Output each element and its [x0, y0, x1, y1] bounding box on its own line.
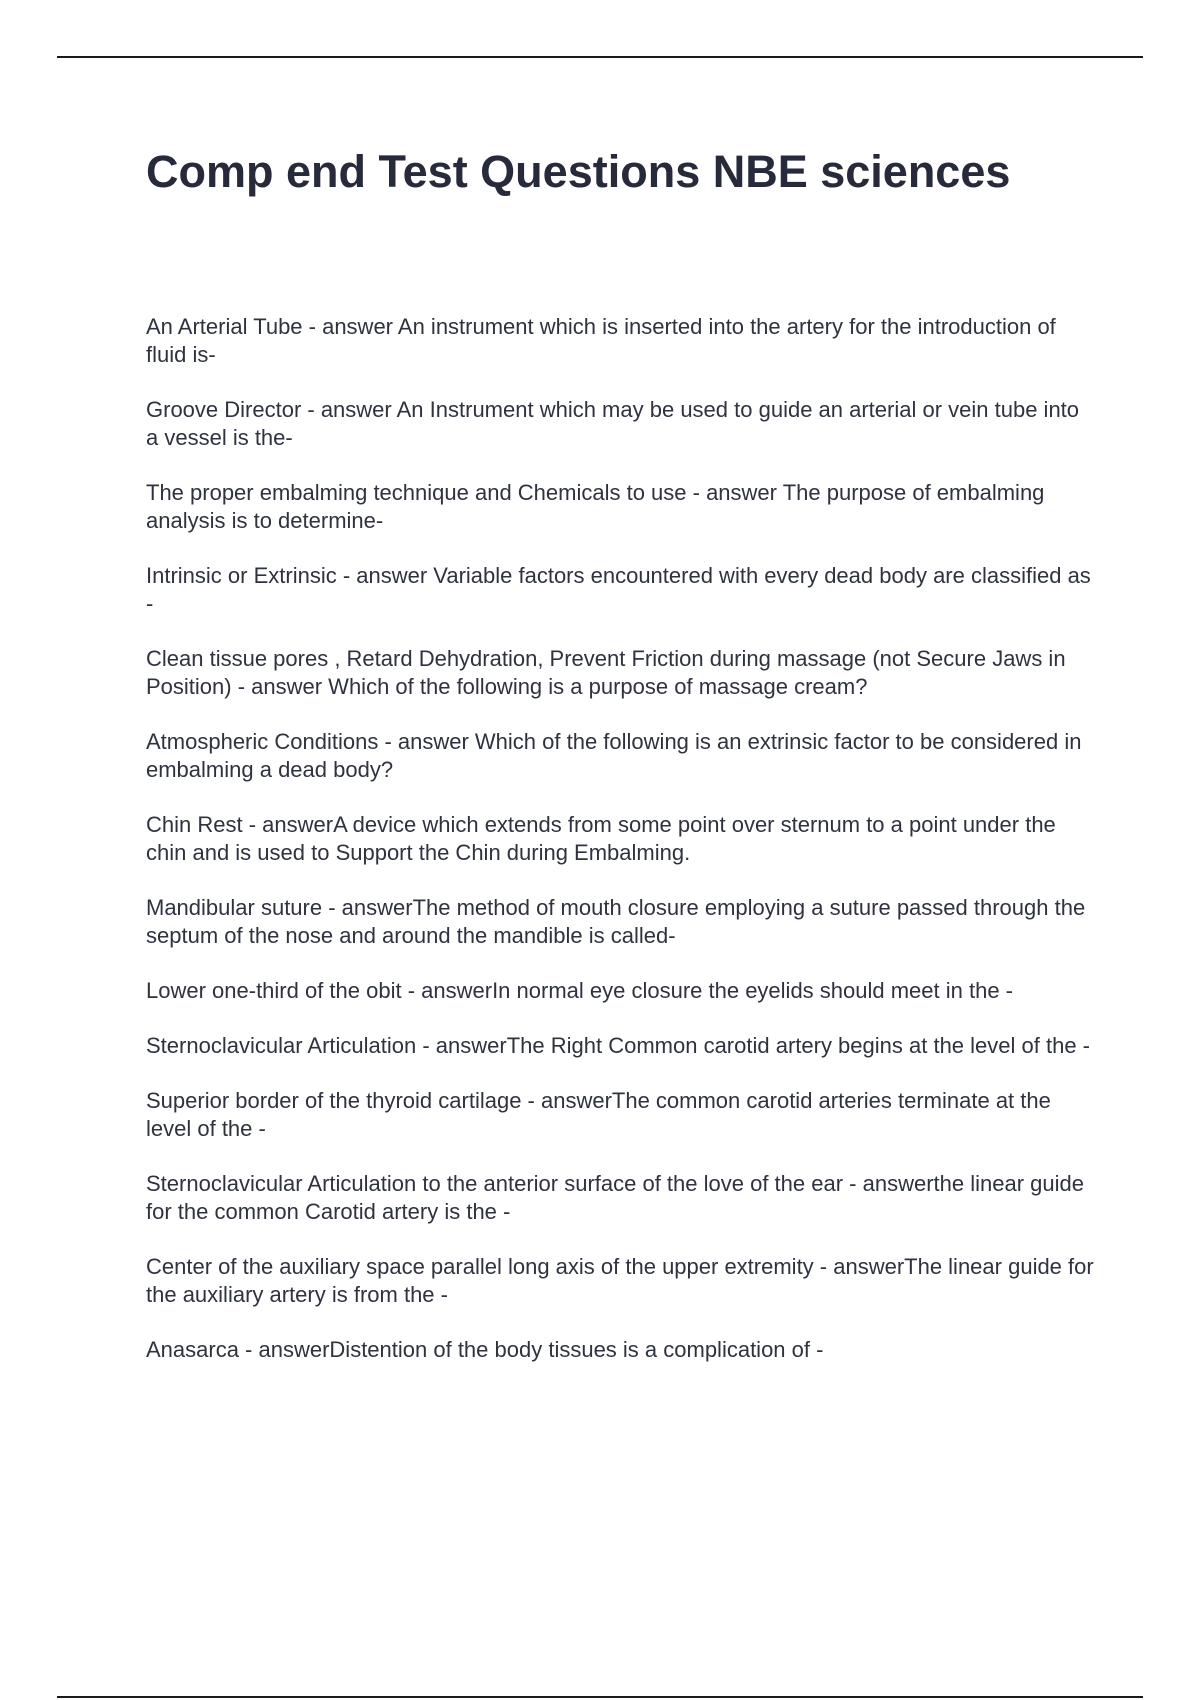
- qa-item: Groove Director - answer An Instrument which may be used to guide an arterial or vein tube into a vessel is the-: [146, 397, 1080, 450]
- qa-list: [146, 313, 1096, 1391]
- qa-item: Atmospheric Conditions - answer Which of the following is an extrinsic factor to be considered in embalming a dead body?: [146, 729, 1082, 782]
- page-title: Comp end Test Questions NBE sciences: [146, 146, 1011, 197]
- qa-item: Sternoclavicular Articulation to the anterior surface of the love of the ear - answerthe linear guide for the common Carotid artery is the -: [146, 1171, 1084, 1224]
- qa-item: Center of the auxiliary space parallel long axis of the upper extremity - answerThe linear guide for the auxiliary artery is from the -: [146, 1254, 1094, 1307]
- qa-item: Sternoclavicular Articulation - answerThe Right Common carotid artery begins at the level of the -: [146, 1033, 1090, 1058]
- qa-item: Intrinsic or Extrinsic - answer Variable factors encountered with every dead body are classified as -: [146, 563, 1091, 616]
- qa-item: An Arterial Tube - answer An instrument which is inserted into the artery for the introduction of fluid is-: [146, 314, 1056, 367]
- qa-item: The proper embalming technique and Chemicals to use - answer The purpose of embalming analysis is to determine-: [146, 480, 1045, 533]
- bottom-divider: [57, 1696, 1143, 1698]
- qa-item: Lower one-third of the obit - answerIn normal eye closure the eyelids should meet in the -: [146, 978, 1014, 1003]
- qa-item: Mandibular suture - answerThe method of mouth closure employing a suture passed through the septum of the nose and around the mandible is called-: [146, 895, 1086, 948]
- qa-item: Chin Rest - answerA device which extends from some point over sternum to a point under the chin and is used to Support the Chin during Embalming.: [146, 812, 1056, 865]
- qa-item: Clean tissue pores , Retard Dehydration, Prevent Friction during massage (not Secure Jaws in Position) - answer Which of the following is a purpose of massage cream?: [146, 646, 1066, 699]
- top-divider: [57, 56, 1143, 58]
- qa-item: Anasarca - answerDistention of the body tissues is a complication of -: [146, 1337, 824, 1362]
- qa-item: Superior border of the thyroid cartilage - answerThe common carotid arteries terminate at the level of the -: [146, 1088, 1051, 1141]
